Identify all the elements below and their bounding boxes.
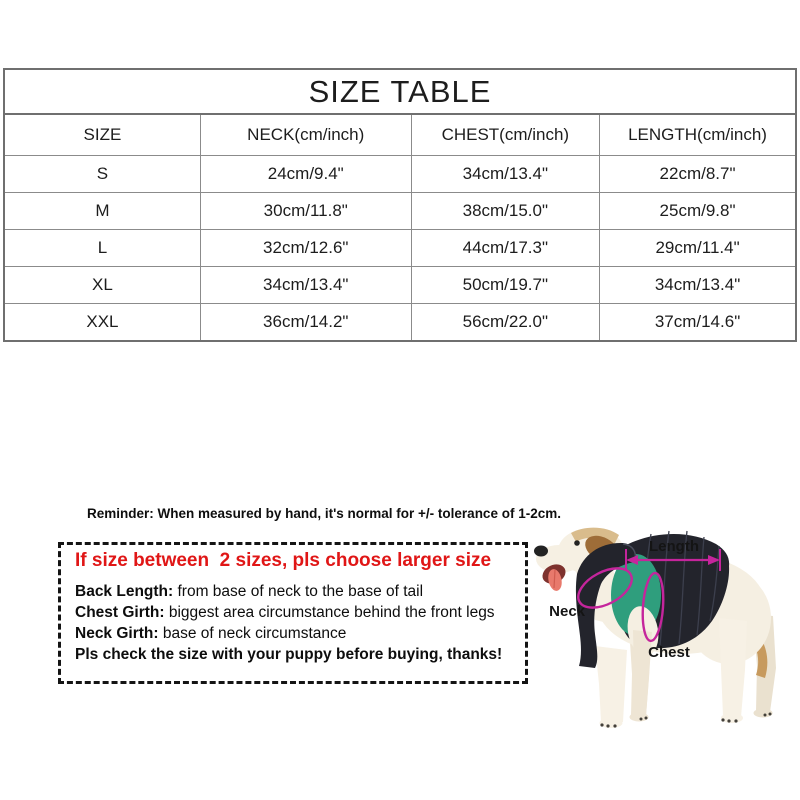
- cell-neck: 30cm/11.8": [200, 193, 411, 230]
- dog-vest: [576, 531, 729, 716]
- table-row: [4, 304, 796, 342]
- col-header-size: SIZE: [4, 114, 200, 156]
- cell-length: 29cm/11.4": [600, 230, 796, 267]
- cell-size: M: [4, 193, 200, 230]
- choose-larger-size-warning: If size between 2 sizes, pls choose larger size: [75, 550, 492, 571]
- table-row: [4, 230, 796, 267]
- cell-size: L: [4, 230, 200, 267]
- chest-annotation-label: Chest: [648, 644, 690, 661]
- table-row: [4, 193, 796, 230]
- cell-length: 37cm/14.6": [600, 304, 796, 342]
- size-table: [3, 68, 797, 342]
- dog-nose: [534, 546, 548, 557]
- cell-size: S: [4, 156, 200, 193]
- dog-rear-leg: [719, 618, 747, 723]
- note-back-length-label: Back Length:: [75, 583, 174, 600]
- cell-chest: 50cm/19.7": [411, 267, 599, 304]
- table-title-row: [4, 69, 796, 114]
- note-chest-girth-label: Chest Girth:: [75, 604, 165, 621]
- table-row: [4, 267, 796, 304]
- cell-length: 22cm/8.7": [600, 156, 796, 193]
- col-header-neck: NECK(cm/inch): [200, 114, 411, 156]
- dog-eye: [574, 540, 580, 546]
- note-neck-girth-text: base of neck circumstance: [158, 625, 347, 642]
- cell-chest: 56cm/22.0": [411, 304, 599, 342]
- note-chest-girth: [75, 602, 517, 623]
- table-row: [4, 156, 796, 193]
- note-back-length: [75, 581, 517, 602]
- cell-chest: 44cm/17.3": [411, 230, 599, 267]
- cell-chest: 38cm/15.0": [411, 193, 599, 230]
- col-header-chest: CHEST(cm/inch): [411, 114, 599, 156]
- note-chest-girth-text: biggest area circumstance behind the front legs: [164, 604, 495, 621]
- table-header-row: [4, 114, 796, 156]
- cell-neck: 32cm/12.6": [200, 230, 411, 267]
- dog-measurement-diagram: [533, 518, 800, 750]
- note-neck-girth-label: Neck Girth:: [75, 625, 159, 642]
- cell-neck: 34cm/13.4": [200, 267, 411, 304]
- note-neck-girth: [75, 623, 517, 644]
- cell-size: XL: [4, 267, 200, 304]
- col-header-length: LENGTH(cm/inch): [600, 114, 796, 156]
- cell-size: XXL: [4, 304, 200, 342]
- cell-chest: 34cm/13.4": [411, 156, 599, 193]
- note-back-length-text: from base of neck to the base of tail: [173, 583, 424, 600]
- sizing-notes-box: [58, 542, 528, 684]
- check-size-footer: Pls check the size with your puppy before buying, thanks!: [75, 646, 503, 663]
- cell-length: 34cm/13.4": [600, 267, 796, 304]
- cell-neck: 24cm/9.4": [200, 156, 411, 193]
- table-title: SIZE TABLE: [4, 69, 796, 114]
- cell-neck: 36cm/14.2": [200, 304, 411, 342]
- length-annotation-label: Length: [649, 538, 699, 555]
- neck-annotation-label: Neck: [549, 603, 585, 620]
- measure-tolerance-reminder: Reminder: When measured by hand, it's normal for +/- tolerance of 1-2cm.: [87, 506, 561, 521]
- cell-length: 25cm/9.8": [600, 193, 796, 230]
